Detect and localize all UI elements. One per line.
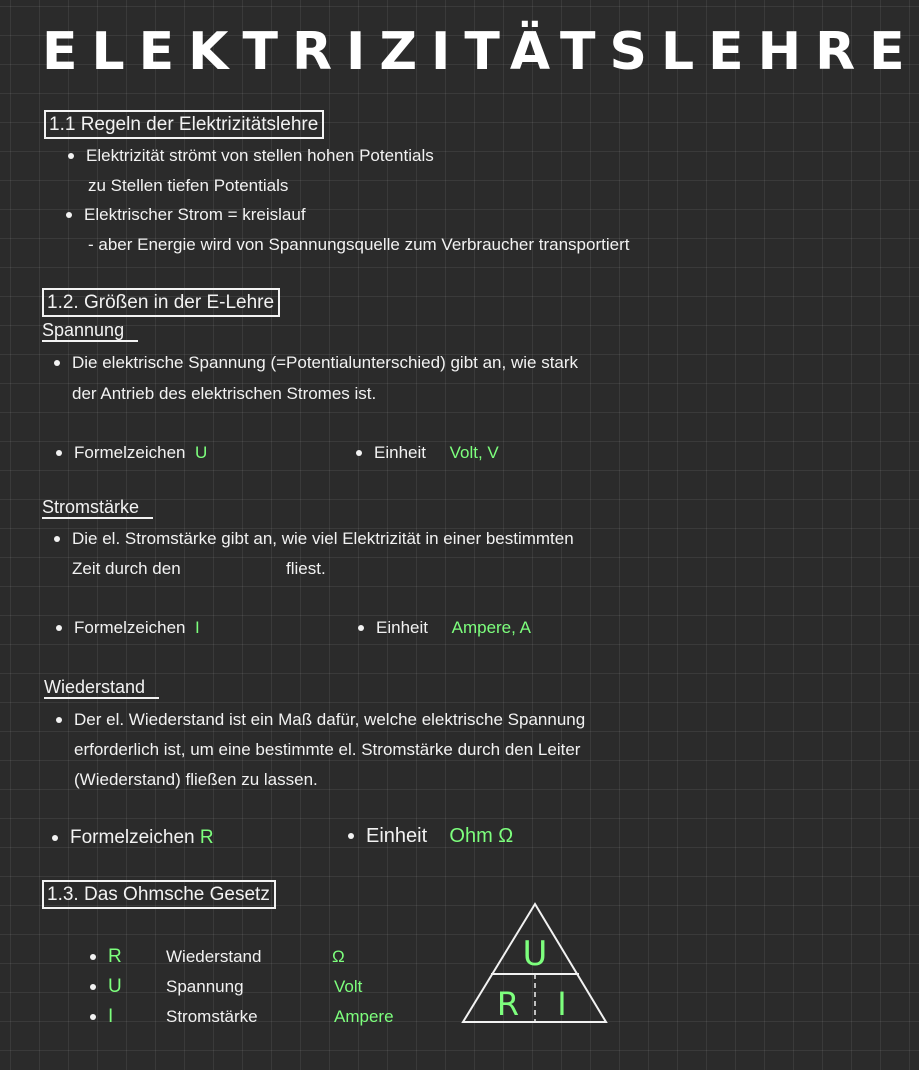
ohm-triangle-diagram (460, 902, 610, 1026)
page-title: ELEKTRIZITÄTSLEHRE (42, 22, 919, 82)
triangle-left-symbol: R (496, 985, 520, 1023)
section-heading-1-3: 1.3. Das Ohmsche Gesetz (42, 880, 276, 909)
rule-2-line-1: Elektrischer Strom = kreislauf (84, 205, 306, 224)
ohm-symbol-i: I (108, 1006, 114, 1027)
wiederstand-desc-line-1: Der el. Wiederstand ist ein Maß dafür, welche elektrische Spannung (74, 710, 586, 729)
wiederstand-formel (70, 827, 214, 849)
spannung-formel-label: Formelzeichen (74, 443, 186, 462)
section-heading-1-2: 1.2. Größen in der E-Lehre (42, 288, 280, 317)
spannung-einheit-label: Einheit (374, 443, 426, 462)
ohm-unit-u: Volt (334, 977, 363, 996)
wiederstand-formel-label: Formelzeichen (70, 827, 195, 848)
wiederstand-formel-value: R (199, 827, 214, 848)
triangle-right-symbol: I (557, 985, 567, 1023)
spannung-einheit (374, 442, 499, 464)
wiederstand-einheit (366, 825, 513, 847)
rule-1-line-1: Elektrizität strömt von stellen hohen Potentials (86, 146, 434, 165)
ohm-name-i: Stromstärke (166, 1007, 258, 1026)
ohm-symbol-u: U (108, 976, 122, 997)
spannung-desc-line-2: der Antrieb des elektrischen Stromes ist. (72, 384, 377, 403)
wiederstand-einheit-value: Ohm Ω (449, 825, 514, 847)
stromstaerke-desc-line-2a: Zeit durch den (72, 559, 181, 578)
ohm-name-u: Spannung (166, 977, 244, 996)
stromstaerke-formel-value: I (194, 618, 200, 637)
ohm-unit-i: Ampere (334, 1007, 394, 1026)
subheading-stromstaerke: Stromstärke (42, 497, 153, 519)
ohm-unit-r: Ω (332, 947, 345, 966)
spannung-desc-line-1: Die elektrische Spannung (=Potentialunterschied) gibt an, wie stark (72, 353, 579, 372)
ohm-symbol-r: R (108, 946, 122, 967)
stromstaerke-formel (74, 617, 200, 639)
stromstaerke-einheit-label: Einheit (376, 618, 428, 637)
stromstaerke-einheit (376, 617, 531, 639)
subheading-spannung: Spannung (42, 320, 138, 342)
triangle-top-symbol: U (522, 934, 548, 974)
wiederstand-desc-line-3: (Wiederstand) fließen zu lassen. (74, 770, 318, 789)
section-heading-1-1: 1.1 Regeln der Elektrizitätslehre (44, 110, 324, 139)
stromstaerke-desc-line-2b: fliest. (286, 559, 326, 578)
rule-2-line-2: - aber Energie wird von Spannungsquelle zum Verbraucher transportiert (88, 235, 630, 254)
stromstaerke-einheit-value: Ampere, A (451, 618, 531, 637)
spannung-formel-value: U (194, 443, 208, 462)
spannung-formel (74, 442, 207, 464)
rule-1-line-2: zu Stellen tiefen Potentials (88, 176, 289, 195)
spannung-einheit-value: Volt, V (449, 443, 499, 462)
subheading-wiederstand: Wiederstand (44, 677, 159, 699)
stromstaerke-desc-line-1: Die el. Stromstärke gibt an, wie viel Elektrizität in einer bestimmten (72, 529, 574, 548)
wiederstand-desc-line-2: erforderlich ist, um eine bestimmte el. Stromstärke durch den Leiter (74, 740, 581, 759)
stromstaerke-formel-label: Formelzeichen (74, 618, 186, 637)
ohm-name-r: Wiederstand (166, 947, 262, 966)
wiederstand-einheit-label: Einheit (366, 825, 428, 847)
